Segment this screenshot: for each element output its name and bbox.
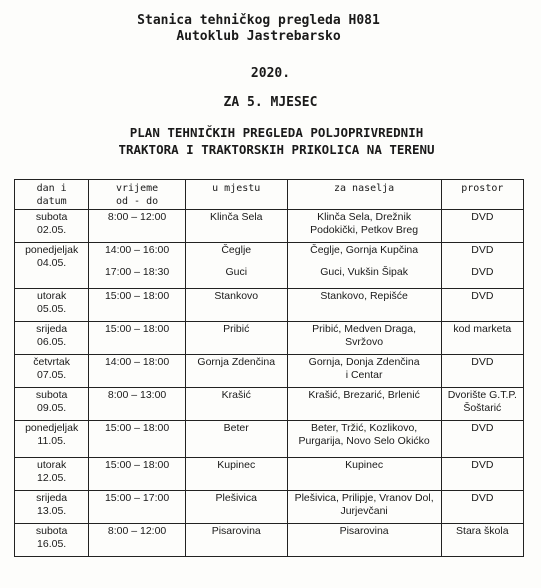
- cell-settlements: Plešivica, Prilipje, Vranov Dol, Jurjevčani: [287, 491, 441, 524]
- table-row: [15, 210, 524, 243]
- table-header-row: [15, 180, 524, 210]
- cell-time: 15:00 – 18:00: [89, 421, 186, 458]
- cell-place: Beter: [185, 421, 287, 458]
- cell-place: Krašić: [185, 388, 287, 421]
- table-row: [15, 524, 524, 557]
- table-row: [15, 243, 524, 289]
- cell-date: subota 16.05.: [15, 524, 89, 557]
- cell-settlements: Pribić, Medven Draga, Svržovo: [287, 322, 441, 355]
- cell-date: srijeda 13.05.: [15, 491, 89, 524]
- cell-settlements: Krašić, Brezarić, Brlenić: [287, 388, 441, 421]
- cell-date: utorak 05.05.: [15, 289, 89, 322]
- cell-date: utorak 12.05.: [15, 458, 89, 491]
- table-row: [15, 421, 524, 458]
- cell-date: srijeda 06.05.: [15, 322, 89, 355]
- plan-title: [6, 124, 541, 158]
- cell-date: subota 09.05.: [15, 388, 89, 421]
- cell-settlements: Čeglje, Gornja Kupčina Guci, Vukšin Šipak: [287, 243, 441, 289]
- cell-time: 14:00 – 18:00: [89, 355, 186, 388]
- year-label: 2020.: [250, 66, 291, 81]
- cell-room: DVD: [441, 491, 523, 524]
- cell-settlements: Gornja, Donja Zdenčina i Centar: [287, 355, 441, 388]
- cell-time: 8:00 – 12:00: [89, 210, 186, 243]
- cell-room: DVD DVD: [441, 243, 523, 289]
- cell-room: DVD: [441, 421, 523, 458]
- cell-place: Plešivica: [185, 491, 287, 524]
- table-row: [15, 458, 524, 491]
- cell-time: 14:00 – 16:00 17:00 – 18:30: [89, 243, 186, 289]
- cell-time: 8:00 – 13:00: [89, 388, 186, 421]
- cell-settlements: Klinča Sela, Drežnik Podokički, Petkov Breg: [287, 210, 441, 243]
- cell-room: DVD: [441, 289, 523, 322]
- cell-date: subota 02.05.: [15, 210, 89, 243]
- col-place-header: u mjestu: [185, 180, 287, 210]
- cell-room: Dvorište G.T.P. Šoštarić: [441, 388, 523, 421]
- cell-time: 15:00 – 18:00: [89, 322, 186, 355]
- cell-settlements: Pisarovina: [287, 524, 441, 557]
- club-name: Autoklub Jastrebarsko: [176, 29, 341, 44]
- cell-time: 8:00 – 12:00: [89, 524, 186, 557]
- cell-settlements: Stankovo, Repišće: [287, 289, 441, 322]
- plan-title-line1: PLAN TEHNIČKIH PREGLEDA POLJOPRIVREDNIH: [129, 125, 424, 140]
- cell-place: Kupinec: [185, 458, 287, 491]
- cell-room: kod marketa: [441, 322, 523, 355]
- cell-room: DVD: [441, 458, 523, 491]
- cell-place: Pisarovina: [185, 524, 287, 557]
- col-date-header: dan i datum: [15, 180, 89, 210]
- schedule-table: [14, 179, 524, 557]
- col-room-header: prostor: [441, 180, 523, 210]
- cell-room: Stara škola: [441, 524, 523, 557]
- cell-place: Pribić: [185, 322, 287, 355]
- cell-settlements: Kupinec: [287, 458, 441, 491]
- cell-room: DVD: [441, 210, 523, 243]
- cell-date: četvrtak 07.05.: [15, 355, 89, 388]
- cell-time: 15:00 – 18:00: [89, 458, 186, 491]
- cell-time: 15:00 – 17:00: [89, 491, 186, 524]
- station-name: Stanica tehničkog pregleda H081: [137, 13, 380, 28]
- cell-room: DVD: [441, 355, 523, 388]
- cell-place: Stankovo: [185, 289, 287, 322]
- table-row: [15, 491, 524, 524]
- cell-place: Gornja Zdenčina: [185, 355, 287, 388]
- plan-title-line2: TRAKTORA I TRAKTORSKIH PRIKOLICA NA TERENU: [118, 142, 435, 157]
- cell-place: Čeglje Guci: [185, 243, 287, 289]
- col-time-header: vrijeme od - do: [89, 180, 186, 210]
- table-row: [15, 289, 524, 322]
- cell-settlements: Beter, Tržić, Kozlikovo, Purgarija, Novo Selo Okićko: [287, 421, 441, 458]
- month-label: ZA 5. MJESEC: [223, 95, 318, 110]
- cell-time: 15:00 – 18:00: [89, 289, 186, 322]
- table-row: [15, 322, 524, 355]
- col-settlements-header: za naselja: [287, 180, 441, 210]
- station-title: [0, 13, 529, 45]
- cell-date: ponedjeljak 04.05.: [15, 243, 89, 289]
- table-row: [15, 355, 524, 388]
- cell-date: ponedjeljak 11.05.: [15, 421, 89, 458]
- cell-place: Klinča Sela: [185, 210, 287, 243]
- table-row: [15, 388, 524, 421]
